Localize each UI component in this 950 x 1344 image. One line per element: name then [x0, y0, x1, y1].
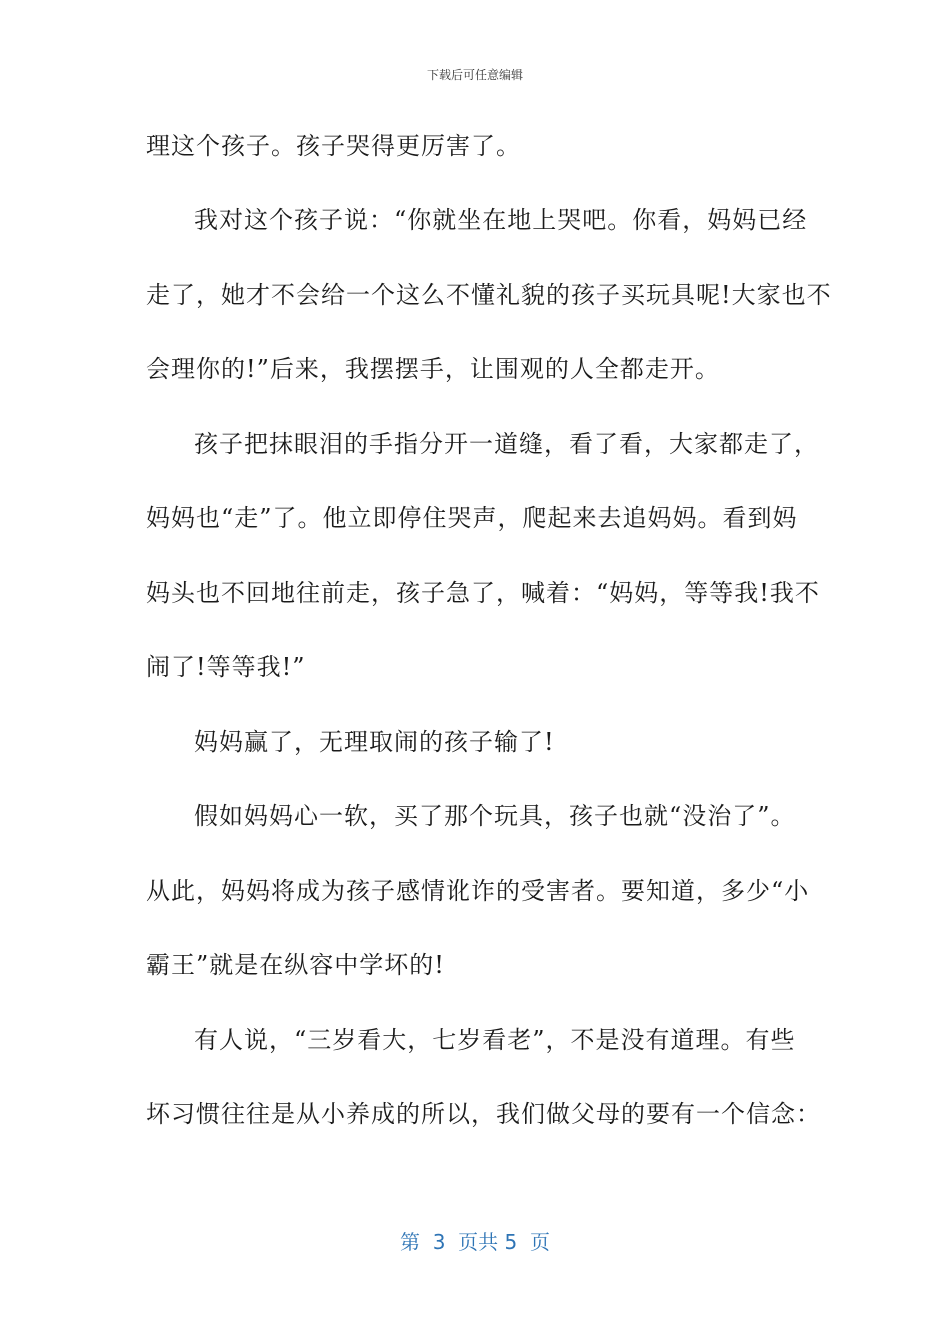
text-line-9: 妈妈赢了，无理取闹的孩子输了! — [194, 728, 555, 756]
text-line-14: 坏习惯往往是从小养成的所以，我们做父母的要有一个信念： — [146, 1100, 821, 1128]
text-line-12: 霸王”就是在纵容中学坏的! — [146, 951, 445, 979]
text-line-2: 我对这个孩子说：“你就坐在地上哭吧。你看，妈妈已经 — [194, 206, 808, 234]
text-line-11: 从此，妈妈将成为孩子感情讹诈的受害者。要知道，多少“小 — [146, 877, 810, 905]
header-note: 下载后可任意编辑 — [426, 68, 523, 82]
text-line-8: 闹了!等等我!” — [146, 653, 306, 681]
text-line-10: 假如妈妈心一软，买了那个玩具，孩子也就“没治了”。 — [194, 802, 796, 830]
text-line-7: 妈头也不回地往前走，孩子急了，喊着：“妈妈，等等我!我不 — [146, 579, 820, 607]
text-line-5: 孩子把抹眼泪的手指分开一道缝，看了看，大家都走了， — [194, 430, 819, 458]
text-line-4: 会理你的!”后来，我摆摆手，让围观的人全都走开。 — [146, 355, 720, 383]
text-line-3: 走了，她才不会给一个这么不懂礼貌的孩子买玩具呢!大家也不 — [146, 281, 832, 309]
page-number: 第 3 页共 5 页 — [400, 1230, 550, 1254]
text-line-1: 理这个孩子。孩子哭得更厉害了。 — [146, 132, 521, 160]
text-line-13: 有人说，“三岁看大，七岁看老”，不是没有道理。有些 — [194, 1026, 796, 1054]
text-line-6: 妈妈也“走”了。他立即停住哭声，爬起来去追妈妈。看到妈 — [146, 504, 798, 532]
